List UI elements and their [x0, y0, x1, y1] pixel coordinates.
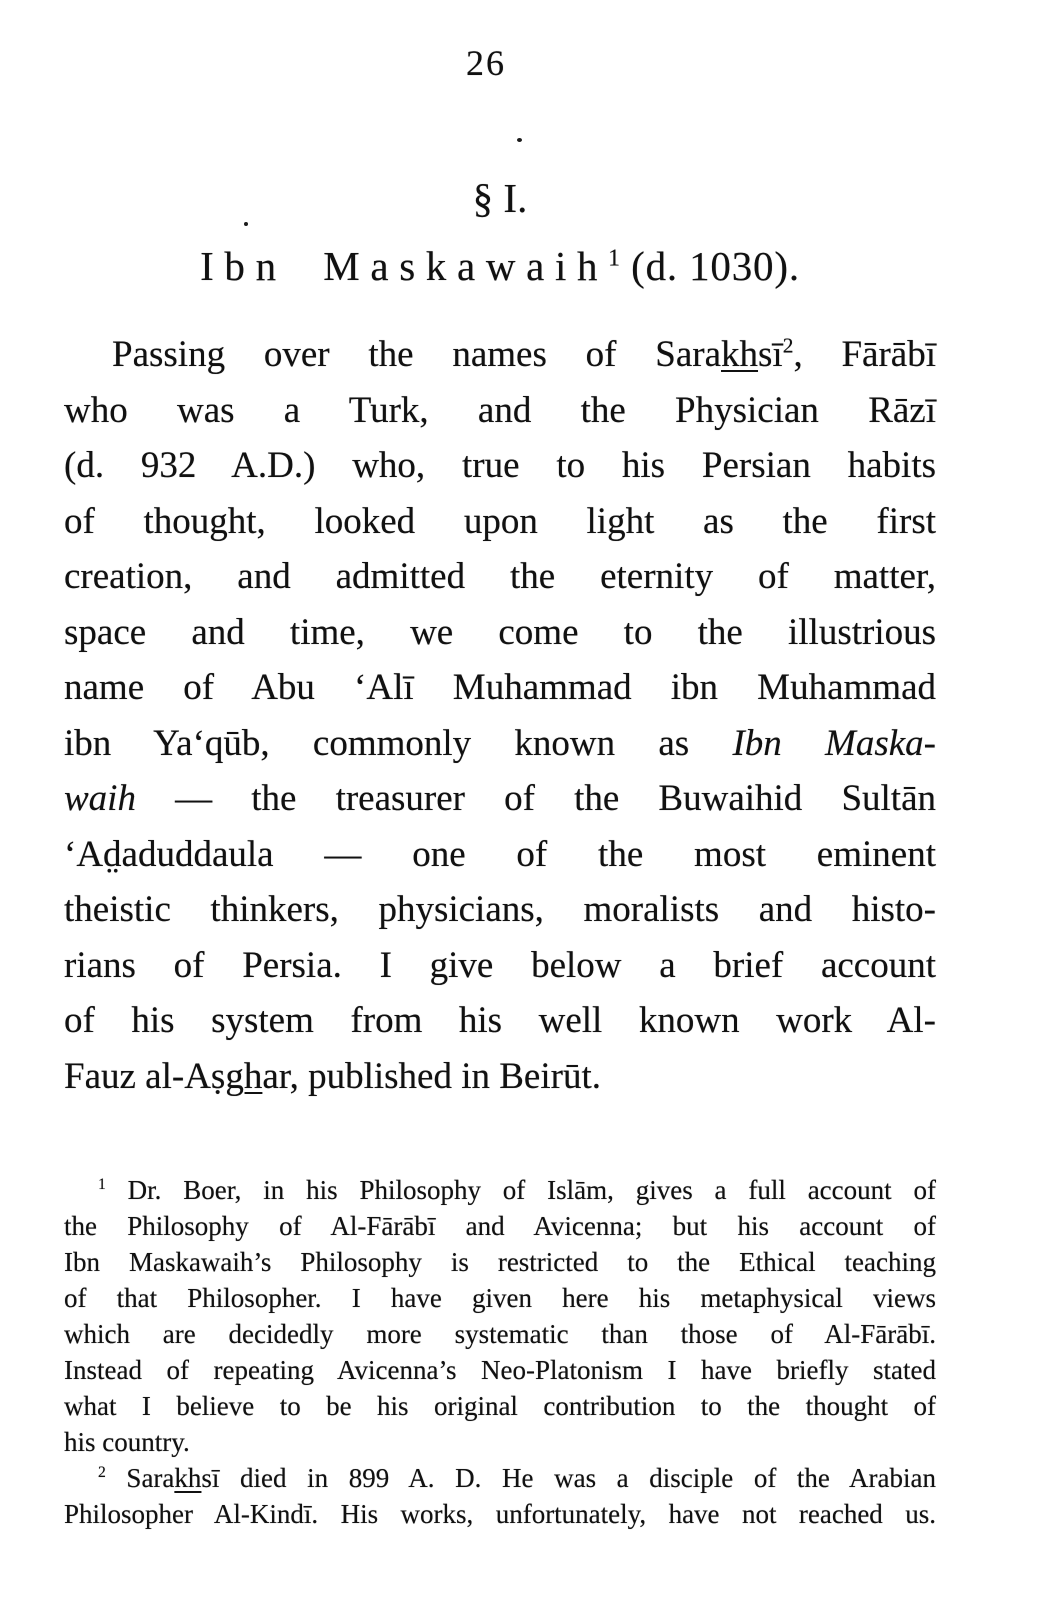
text-line [64, 882, 936, 938]
heading-name: Ibn Maskawaih [200, 243, 609, 289]
text-line [64, 1496, 936, 1532]
footnote-ref: 1 [608, 245, 621, 272]
text-run: (d. 932 A.D.) who, true to his Persian habits [64, 445, 936, 486]
text-line [64, 716, 936, 772]
text-line [64, 549, 936, 605]
footnotes-block [64, 1172, 936, 1532]
text-line [64, 1244, 936, 1280]
text-run: name of Abu ‘Alī Muhammad ibn Muhammad [64, 667, 936, 708]
text-line [64, 1352, 936, 1388]
text-run: who was a Turk, and the Physician Rāzī [64, 389, 936, 431]
text-line [64, 1424, 936, 1460]
text-line [64, 827, 936, 883]
text-line [64, 383, 936, 439]
text-run: Fauz al-Aṣ [64, 1055, 226, 1097]
text-line [64, 327, 936, 383]
text-line [64, 1172, 936, 1208]
text-line [64, 494, 936, 550]
text-line [64, 1388, 936, 1424]
text-run: sī died in 899 A. D. He was a disciple of the Arabian [201, 1463, 936, 1493]
text-run: kh [721, 334, 759, 375]
text-run: Ibn Maskawaih’s Philosophy is restricted to the Ethical teaching [64, 1247, 936, 1277]
text-run: Passing over the names of Sara [112, 334, 722, 375]
text-run: theistic thinkers, physicians, moralists and histo- [64, 889, 936, 930]
text-line [64, 1208, 936, 1244]
text-line [64, 993, 936, 1049]
main-paragraph [64, 327, 936, 1104]
page-number: 26 [466, 43, 506, 83]
text-run: — the treasurer of the Buwaihid Sultān [135, 778, 936, 819]
text-run: of that Philosopher. I have given here his metaphysical views [64, 1283, 936, 1313]
heading-dates: (d. 1030). [620, 243, 800, 289]
footnote-1 [64, 1172, 936, 1460]
text-run: Philosopher Al-Kindī. His works, unfortunately, have not reached us. [64, 1499, 936, 1529]
text-run: the Philosophy of Al-Fārābī and Avicenna; but his account of [64, 1211, 936, 1241]
text-run: kh [174, 1463, 202, 1493]
text-line [64, 938, 936, 994]
text-run: , Fārābī [793, 334, 936, 375]
text-run: which are decidedly more systematic than those of Al-Fārābī. [64, 1319, 936, 1349]
text-line [64, 1280, 936, 1316]
footnote-ref: 2 [782, 333, 794, 358]
chapter-heading [64, 242, 936, 290]
text-run: Sara [105, 1463, 175, 1493]
text-run: rians of Persia. I give below a brief account [64, 944, 936, 986]
ink-speck [244, 222, 248, 226]
footnote-ref: 1 [98, 1176, 106, 1193]
text-line [64, 771, 936, 827]
text-run: ‘Ad̤aduddaula — one of the most eminent [64, 833, 936, 875]
text-run: gh [225, 1055, 263, 1097]
ink-speck [517, 138, 522, 142]
text-run: waih [64, 778, 136, 819]
text-run: ibn Ya‘qūb, commonly known as [64, 722, 733, 764]
text-run: his country. [64, 1427, 190, 1457]
text-run: Ibn Maska- [732, 722, 936, 764]
text-line [64, 1316, 936, 1352]
text-run: creation, and admitted the eternity of matter, [64, 556, 936, 597]
text-run: of his system from his well known work Al- [64, 1000, 936, 1041]
text-run: sī [758, 334, 783, 375]
text-run: of thought, looked upon light as the first [64, 500, 936, 542]
text-run: what I believe to be his original contribution to the thought of [64, 1391, 936, 1421]
text-line [64, 605, 936, 661]
section-mark: § I. [472, 175, 528, 221]
text-run: ar, published in Beirūt. [262, 1055, 601, 1097]
text-line [64, 1049, 936, 1105]
text-run: space and time, we come to the illustrious [64, 611, 936, 653]
text-line [64, 1460, 936, 1496]
text-line [64, 438, 936, 494]
text-line [64, 660, 936, 716]
text-run: Dr. Boer, in his Philosophy of Islām, gives a full account of [105, 1175, 936, 1205]
footnote-ref: 2 [98, 1464, 106, 1481]
text-run: Instead of repeating Avicenna’s Neo-Platonism I have briefly stated [64, 1355, 936, 1385]
footnote-2 [64, 1460, 936, 1532]
